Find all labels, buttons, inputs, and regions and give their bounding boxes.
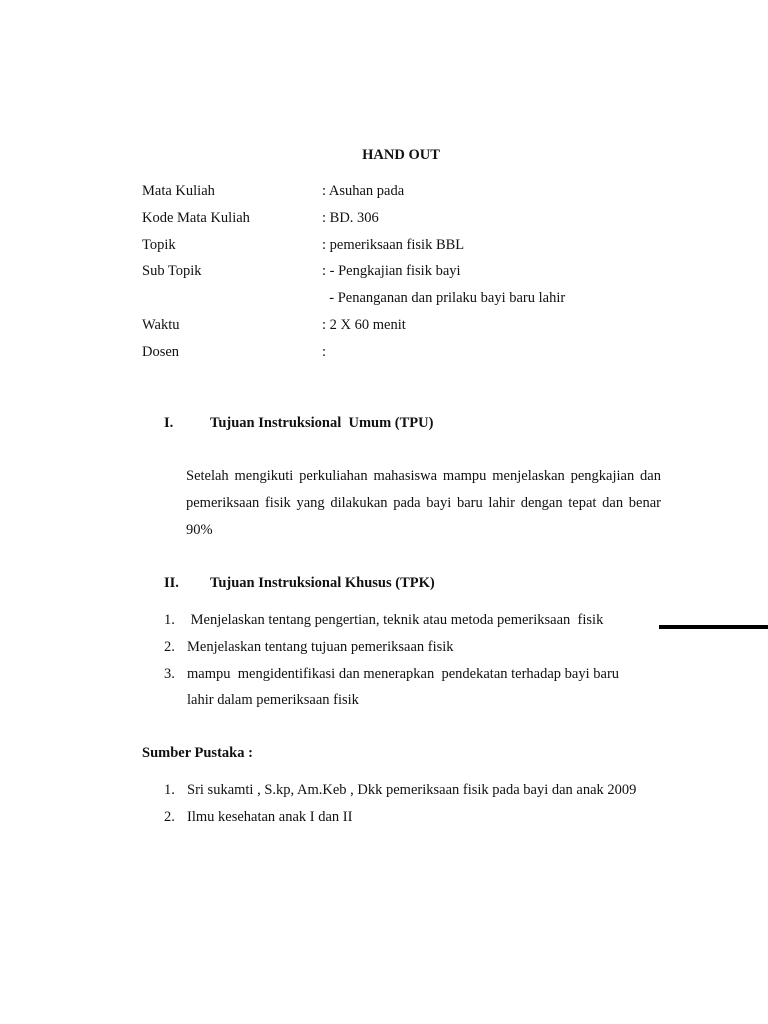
info-value-waktu: : 2 X 60 menit xyxy=(322,317,406,333)
info-value-sub-topik: : - Pengkajian fisik bayi xyxy=(322,263,461,279)
info-value-mata-kuliah: : Asuhan pada xyxy=(322,183,405,199)
info-label-waktu: Waktu xyxy=(142,317,180,333)
tpk-item-3-continuation: lahir dalam pemeriksaan fisik xyxy=(187,692,359,708)
tpk-item-3-number: 3. xyxy=(164,666,175,682)
tpk-item-1-number: 1. xyxy=(164,612,175,628)
info-label-kode-mata-kuliah: Kode Mata Kuliah xyxy=(142,210,250,226)
tpk-item-3-text: mampu mengidentifikasi dan menerapkan pendekatan terhadap bayi baru xyxy=(187,666,620,682)
section-1-paragraph: Setelah mengikuti perkuliahan mahasiswa mampu menjelaskan pengkajian dan pemeriksaan fisik yang dilakukan pada bayi baru lahir dengan tepat dan benar 90% xyxy=(186,468,661,538)
section-1-number: I. xyxy=(164,415,174,431)
source-item-1-text: Sri sukamti , S.kp, Am.Keb , Dkk pemeriksaan fisik pada bayi dan anak 2009 xyxy=(187,782,637,798)
info-value-topik: : pemeriksaan fisik BBL xyxy=(322,237,465,253)
info-value-sub-topik-2: - Penanganan dan prilaku bayi baru lahir xyxy=(322,290,566,306)
tpk-item-2-number: 2. xyxy=(164,639,175,655)
info-label-sub-topik: Sub Topik xyxy=(142,263,202,279)
source-item-2-number: 2. xyxy=(164,809,175,825)
tpk-item-2-text: Menjelaskan tentang tujuan pemeriksaan fisik xyxy=(187,639,454,655)
source-item-2-text: Ilmu kesehatan anak I dan II xyxy=(187,809,353,825)
section-1-title: Tujuan Instruksional Umum (TPU) xyxy=(210,415,434,431)
info-label-topik: Topik xyxy=(142,237,176,253)
section-2-number: II. xyxy=(164,575,179,591)
tpk-item-1-text: Menjelaskan tentang pengertian, teknik atau metoda pemeriksaan fisik xyxy=(187,612,604,628)
horizontal-rule xyxy=(659,625,768,629)
document-title: HAND OUT xyxy=(362,147,440,163)
info-label-mata-kuliah: Mata Kuliah xyxy=(142,183,215,199)
sources-heading: Sumber Pustaka : xyxy=(142,745,253,761)
info-label-dosen: Dosen xyxy=(142,344,180,360)
section-2-title: Tujuan Instruksional Khusus (TPK) xyxy=(210,575,435,591)
info-value-dosen: : xyxy=(322,344,327,360)
source-item-1-number: 1. xyxy=(164,782,175,798)
info-value-kode-mata-kuliah: : BD. 306 xyxy=(322,210,379,226)
